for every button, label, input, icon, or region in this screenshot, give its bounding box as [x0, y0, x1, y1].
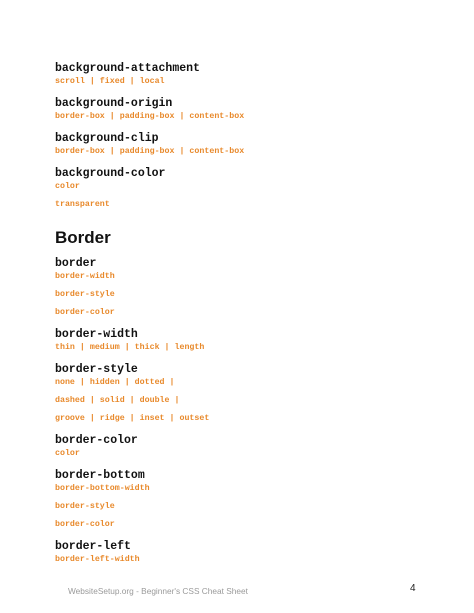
- property-block: [55, 62, 435, 88]
- property-value: border-style: [55, 290, 115, 299]
- property-block: [55, 434, 435, 460]
- property-title: border-width: [55, 328, 138, 341]
- property-value: border-box | padding-box | content-box: [55, 112, 245, 121]
- property-value: groove | ridge | inset | outset: [55, 414, 210, 423]
- section-heading: Border: [55, 228, 111, 247]
- property-title: border: [55, 257, 97, 270]
- property-title: background-clip: [55, 132, 159, 145]
- property-value: border-width: [55, 272, 115, 281]
- property-value: border-color: [55, 308, 115, 317]
- property-block: [55, 540, 435, 566]
- property-title: border-style: [55, 363, 138, 376]
- property-value: transparent: [55, 200, 110, 209]
- property-block: [55, 97, 435, 123]
- property-block: [55, 469, 435, 531]
- property-title: border-left: [55, 540, 131, 553]
- property-value: border-box | padding-box | content-box: [55, 147, 245, 156]
- property-value: none | hidden | dotted |: [55, 378, 175, 387]
- property-title: background-color: [55, 167, 166, 180]
- property-value: thin | medium | thick | length: [55, 343, 205, 352]
- property-title: background-origin: [55, 97, 173, 110]
- property-value: border-left-width: [55, 555, 140, 564]
- property-value: scroll | fixed | local: [55, 77, 165, 86]
- property-block: [55, 132, 435, 158]
- property-block: [55, 167, 435, 211]
- property-value: color: [55, 449, 80, 458]
- property-title: border-bottom: [55, 469, 145, 482]
- page-content: [55, 62, 435, 566]
- property-block: [55, 328, 435, 354]
- property-value: border-color: [55, 520, 115, 529]
- property-title: background-attachment: [55, 62, 200, 75]
- property-value: dashed | solid | double |: [55, 396, 180, 405]
- property-value: border-bottom-width: [55, 484, 150, 493]
- page-number: 4: [410, 583, 416, 594]
- property-title: border-color: [55, 434, 138, 447]
- property-value: border-style: [55, 502, 115, 511]
- property-block: [55, 257, 435, 319]
- property-block: [55, 363, 435, 425]
- property-value: color: [55, 182, 80, 191]
- footer-text: WebsiteSetup.org - Beginner's CSS Cheat Sheet: [68, 586, 248, 596]
